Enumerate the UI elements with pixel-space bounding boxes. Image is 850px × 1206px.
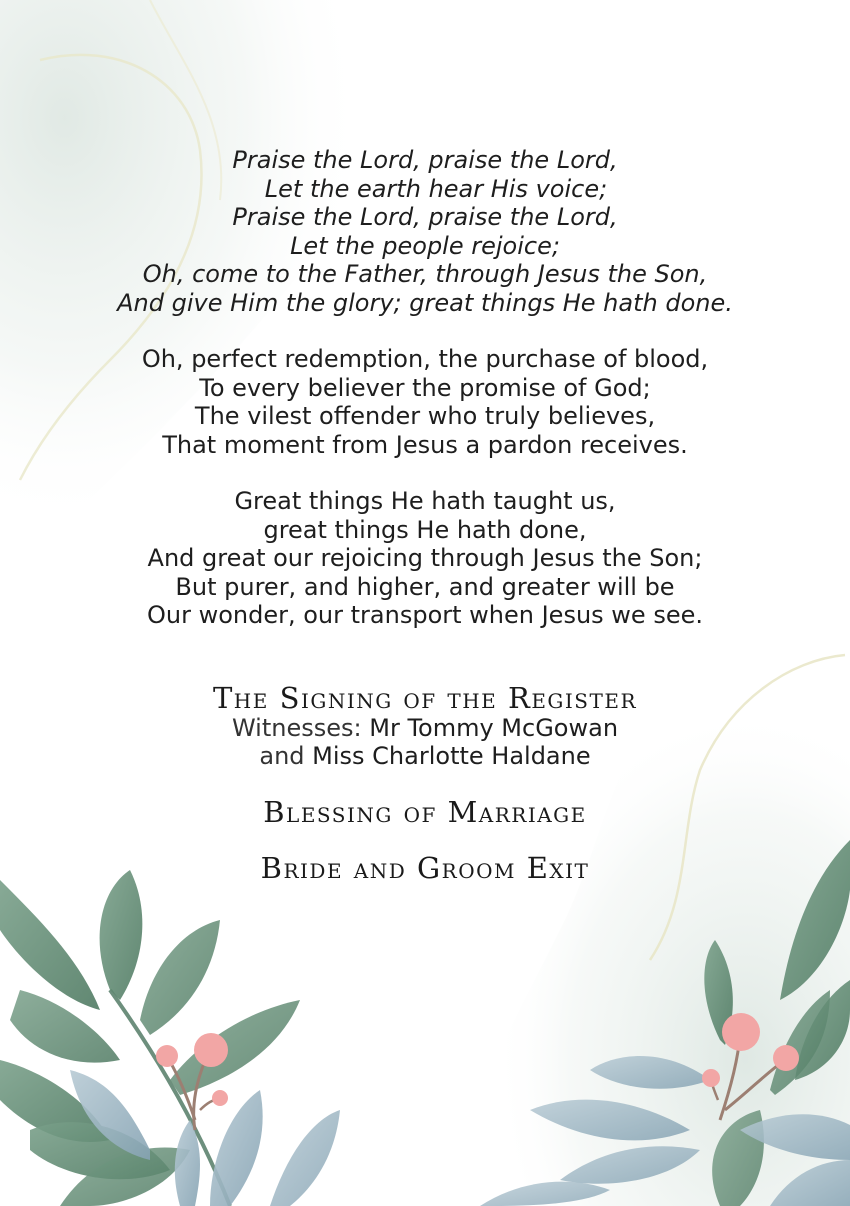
witness-1-name: Mr Tommy McGowan — [369, 714, 619, 742]
witnesses-joiner: and — [259, 742, 305, 770]
witnesses-line-2 — [0, 742, 850, 771]
witnesses-label: Witnesses: — [231, 714, 362, 742]
verse-line: And great our rejoicing through Jesus the Son; — [147, 544, 703, 572]
witnesses-line-1 — [0, 714, 850, 743]
verse-line: Praise the Lord, praise the Lord, — [232, 203, 618, 231]
berry — [702, 1069, 720, 1087]
verse-line: But purer, and higher, and greater will be — [175, 572, 675, 601]
berry — [212, 1090, 228, 1106]
hymn-verse-3 — [0, 487, 850, 630]
verse-line: Praise the Lord, praise the Lord, — [232, 146, 618, 174]
berry — [722, 1013, 760, 1051]
verse-line: Oh, perfect redemption, the purchase of blood, — [141, 345, 709, 373]
register-heading: The Signing of the Register — [212, 681, 638, 715]
exit-heading: Bride and Groom Exit — [260, 851, 590, 885]
verse-line: Let the earth hear His voice; — [264, 174, 608, 203]
verse-line: Let the people rejoice; — [290, 231, 560, 260]
berry — [156, 1045, 178, 1067]
verse-line: Great things He hath taught us, — [234, 487, 616, 515]
verse-line: Oh, come to the Father, through Jesus the Son, — [142, 260, 708, 288]
verse-line: great things He hath done, — [263, 515, 587, 544]
hymn-verse-2 — [0, 345, 850, 459]
blessing-heading: Blessing of Marriage — [263, 795, 587, 829]
verse-line: The vilest offender who truly believes, — [194, 402, 656, 430]
berry — [773, 1045, 799, 1071]
witness-2-name: Miss Charlotte Haldane — [312, 742, 591, 770]
bottom-left-foliage — [0, 870, 340, 1206]
verse-line: That moment from Jesus a pardon receives. — [162, 430, 688, 459]
hymn-verse-1 — [0, 146, 850, 317]
verse-line: And give Him the glory; great things He hath done. — [117, 288, 733, 317]
berry — [194, 1033, 228, 1067]
verse-line: To every believer the promise of God; — [199, 373, 651, 402]
verse-line: Our wonder, our transport when Jesus we see. — [147, 601, 703, 629]
